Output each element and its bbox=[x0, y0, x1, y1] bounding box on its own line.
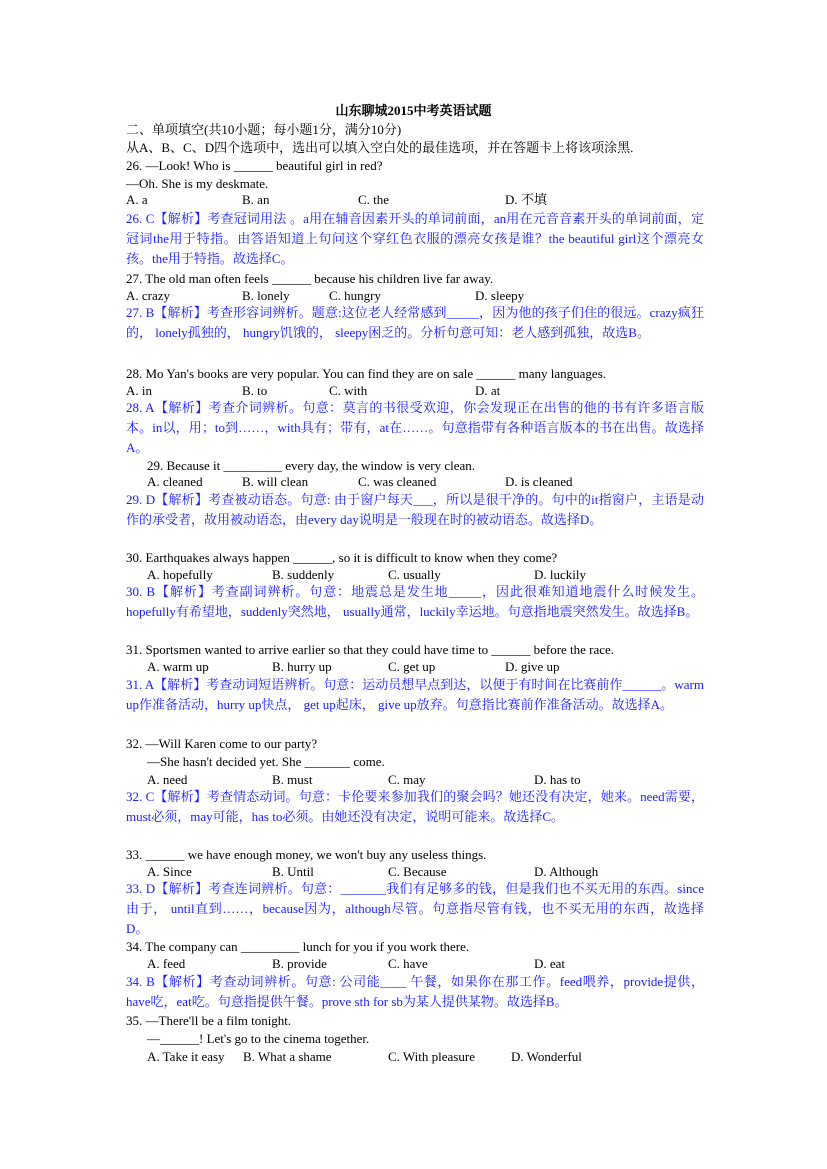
question-28-explanation: 28. A【解析】考查介词辨析。句意：莫言的书很受欢迎，你会发现正在出售的他的书有许多语言版本。in以，用；to到……，with具有；带有，at在……。句意指带有各种语言版本的书在出售。故选择A。 bbox=[126, 400, 704, 455]
question-28-option-c: C. with bbox=[329, 383, 368, 398]
question-26-option-b: B. an bbox=[242, 192, 270, 207]
question-34-option-d: D. eat bbox=[534, 956, 566, 971]
question-30-option-b: B. suddenly bbox=[272, 567, 335, 582]
question-30-option-d: D. luckily bbox=[534, 567, 586, 582]
question-27-option-c: C. hungry bbox=[329, 288, 381, 303]
question-35-answer: —______! Let's go to the cinema together. bbox=[147, 1031, 370, 1046]
question-27-option-a: A. crazy bbox=[126, 288, 171, 303]
question-33-option-a: A. Since bbox=[147, 864, 192, 879]
question-29-option-a: A. cleaned bbox=[147, 474, 203, 489]
question-31-stem: 31. Sportsmen wanted to arrive earlier so that they could have time to ______ before the race. bbox=[126, 642, 615, 657]
question-29-explanation: 29. D【解析】考查被动语态。句意: 由于窗户每天___，所以是很干净的。句中的it指窗户，主语是动作的承受者，故用被动语态，由every day说明是一般现在时的被动语态。故选择D。 bbox=[126, 492, 704, 527]
question-26-stem: 26. —Look! Who is ______ beautiful girl in red? bbox=[126, 158, 383, 173]
question-34-option-b: B. provide bbox=[272, 956, 327, 971]
question-26-option-c: C. the bbox=[358, 192, 390, 207]
question-32-stem: 32. —Will Karen come to our party? bbox=[126, 736, 318, 751]
question-32-option-c: C. may bbox=[388, 772, 426, 787]
question-34-option-c: C. have bbox=[388, 956, 428, 971]
question-33-option-d: D. Although bbox=[534, 864, 599, 879]
question-27-explanation: 27. B【解析】考查形容词辨析。题意:这位老人经常感到_____，因为他的孩子们住的很远。crazy疯狂的， lonely孤独的， hungry饥饿的， sleepy困乏的。分析句意可知：老人感到孤独，故选B。 bbox=[126, 305, 704, 340]
question-32-option-b: B. must bbox=[272, 772, 313, 787]
page-title: 山东聊城2015中考英语试题 bbox=[335, 103, 492, 118]
question-30-option-a: A. hopefully bbox=[147, 567, 213, 582]
question-28-option-d: D. at bbox=[475, 383, 501, 398]
question-35-option-d: D. Wonderful bbox=[511, 1049, 582, 1064]
question-30-explanation: 30. B【解析】考查副词辨析。句意：地震总是发生地_____，因此很难知道地震什么时候发生。hopefully有希望地，suddenly突然地， usually通常，luckily幸运地。句意指地震突然发生。故选择B。 bbox=[126, 584, 704, 619]
question-31-option-d: D. give up bbox=[505, 659, 560, 674]
question-31-option-a: A. warm up bbox=[147, 659, 209, 674]
section-heading: 二、单项填空(共10小题；每小题1分，满分10分) bbox=[126, 122, 402, 137]
question-26-answer: —Oh. She is my deskmate. bbox=[126, 176, 269, 191]
question-35-option-b: B. What a shame bbox=[243, 1049, 332, 1064]
question-31-option-c: C. get up bbox=[388, 659, 436, 674]
question-33-option-c: C. Because bbox=[388, 864, 447, 879]
question-26-option-a: A. a bbox=[126, 192, 148, 207]
question-27-option-d: D. sleepy bbox=[475, 288, 525, 303]
question-35-stem: 35. —There'll be a film tonight. bbox=[126, 1013, 292, 1028]
question-31-option-b: B. hurry up bbox=[272, 659, 332, 674]
question-28-option-b: B. to bbox=[242, 383, 268, 398]
question-33-option-b: B. Until bbox=[272, 864, 314, 879]
question-30-option-c: C. usually bbox=[388, 567, 441, 582]
question-33-stem: 33. ______ we have enough money, we won't buy any useless things. bbox=[126, 847, 487, 862]
question-27-stem: 27. The old man often feels ______ because his children live far away. bbox=[126, 271, 494, 286]
question-29-option-c: C. was cleaned bbox=[358, 474, 437, 489]
question-32-option-a: A. need bbox=[147, 772, 188, 787]
question-32-option-d: D. has to bbox=[534, 772, 581, 787]
question-32-answer: —She hasn't decided yet. She _______ come. bbox=[147, 754, 385, 769]
question-26-explanation: 26. C【解析】考查冠词用法 。a用在辅音因素开头的单词前面，an用在元音音素开头的单词前面，定冠词the用于特指。由答语知道上句问这个穿红色衣服的漂亮女孩是谁？the beautiful girl这个漂亮女孩。the用于特指。故选择C。 bbox=[126, 211, 704, 266]
question-31-explanation: 31. A【解析】考查动词短语辨析。句意：运动员想早点到达，以便于有时间在比赛前作______。warm up作准备活动，hurry up快点， get up起床， give up放弃。句意指比赛前作准备活动。故选择A。 bbox=[126, 677, 704, 712]
question-34-stem: 34. The company can _________ lunch for you if you work there. bbox=[126, 939, 470, 954]
question-28-option-a: A. in bbox=[126, 383, 152, 398]
question-26-option-d: D. 不填 bbox=[505, 192, 547, 207]
question-27-option-b: B. lonely bbox=[242, 288, 290, 303]
instruction-text: 从A、B、C、D四个选项中，选出可以填入空白处的最佳选项，并在答题卡上将该项涂黑. bbox=[126, 140, 634, 155]
question-29-stem: 29. Because it _________ every day, the window is very clean. bbox=[147, 458, 476, 473]
question-34-explanation: 34. B【解析】考查动词辨析。句意: 公司能____ 午餐，如果你在那工作。feed喂养，provide提供，have吃，eat吃。句意指提供午餐。prove sth for sb为某人提供某物。故选择B。 bbox=[126, 974, 704, 1009]
question-28-stem: 28. Mo Yan's books are very popular. You can find they are on sale ______ many languages. bbox=[126, 366, 607, 381]
question-29-option-d: D. is cleaned bbox=[505, 474, 573, 489]
question-35-option-c: C. With pleasure bbox=[388, 1049, 475, 1064]
question-34-option-a: A. feed bbox=[147, 956, 186, 971]
question-32-explanation: 32. C【解析】考查情态动词。句意：卡伦要来参加我们的聚会吗？她还没有决定，她来。need需要，must必须，may可能，has to必须。由她还没有决定，说明可能来。故选择C。 bbox=[126, 789, 704, 824]
question-33-explanation: 33. D【解析】考查连词辨析。句意：_______我们有足够多的钱，但是我们也不买无用的东西。since由于， until直到……，because因为，although尽管。句意指尽管有钱，也不买无用的东西，故选择D。 bbox=[126, 881, 704, 936]
question-30-stem: 30. Earthquakes always happen ______, so it is difficult to know when they come? bbox=[126, 550, 558, 565]
question-29-option-b: B. will clean bbox=[242, 474, 309, 489]
question-35-option-a: A. Take it easy bbox=[147, 1049, 225, 1064]
